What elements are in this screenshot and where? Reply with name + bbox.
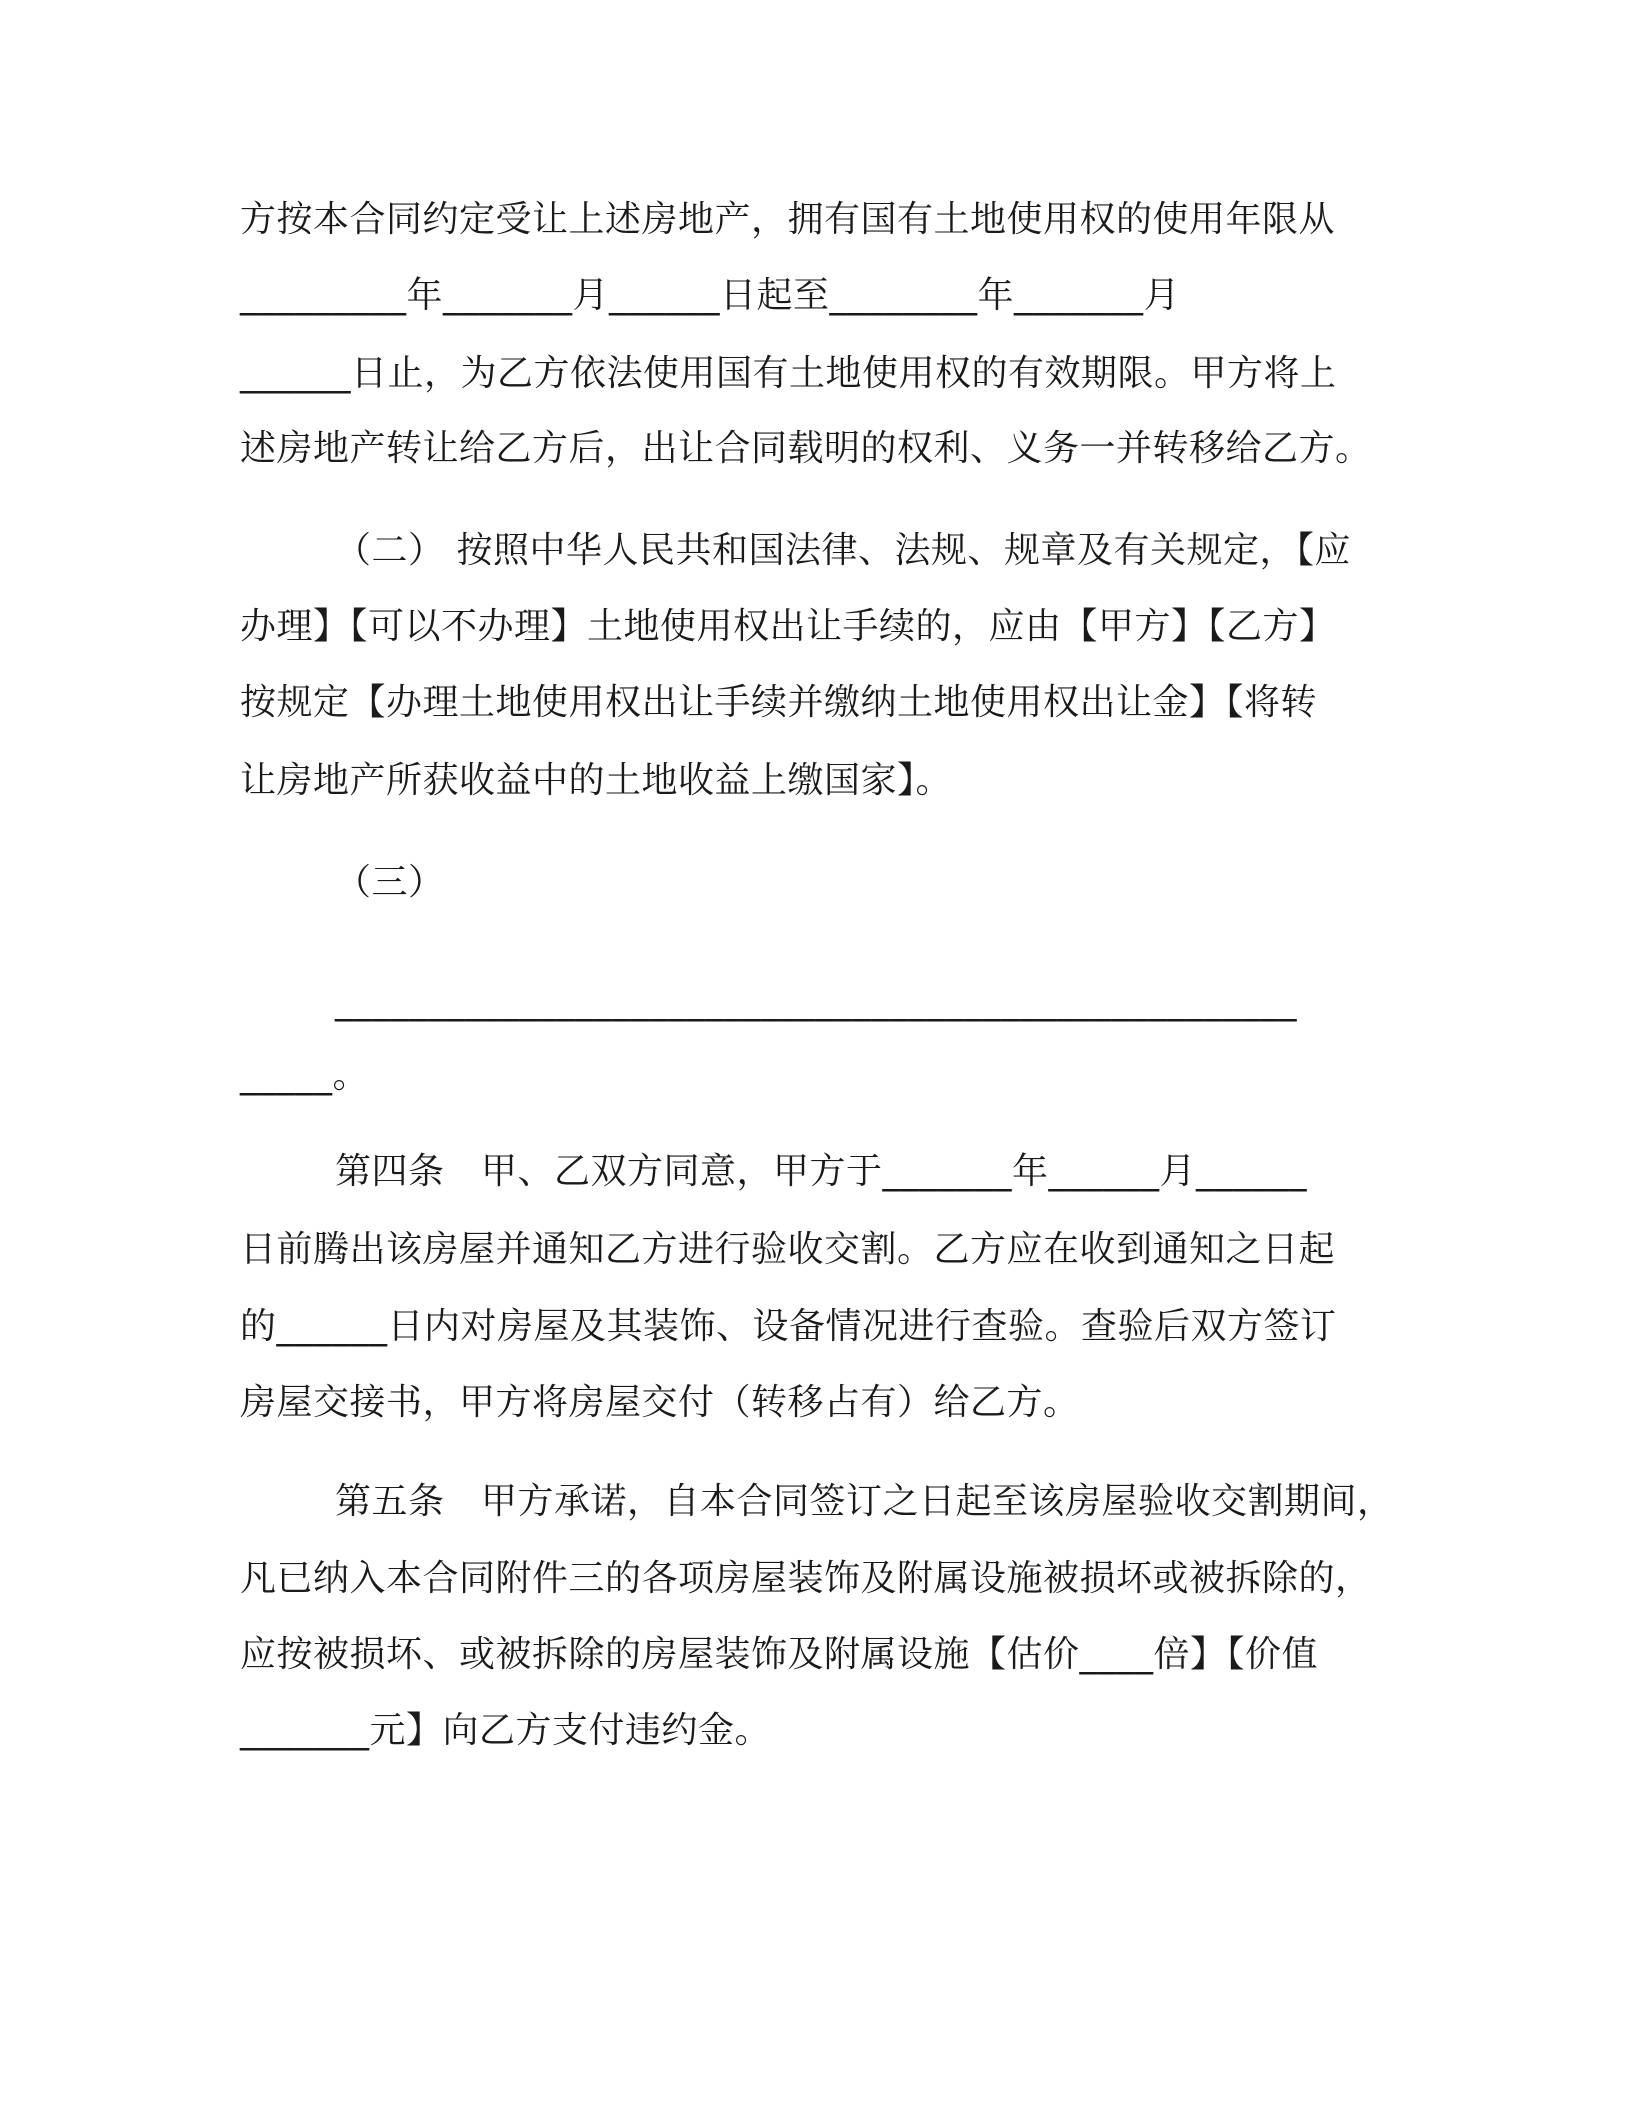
clause-two-line: （二） 按照中华人民共和国法律、法规、规章及有关规定，【应: [335, 530, 1351, 571]
paragraph-line: 述房地产转让给乙方后，出让合同载明的权利、义务一并转移给乙方。: [240, 428, 1372, 469]
paragraph-line: 让房地产所获收益中的土地收益上缴国家】。: [240, 760, 953, 801]
paragraph-line: 房屋交接书，甲方将房屋交付（转移占有）给乙方。: [240, 1382, 1080, 1423]
article-five-line: 第五条 甲方承诺，自本合同签订之日起至该房屋验收交割期间，: [335, 1481, 1394, 1522]
paragraph-line: 的______日内对房屋及其装饰、设备情况进行查验。查验后双方签订: [240, 1306, 1337, 1347]
paragraph-line: 办理】【可以不办理】土地使用权出让手续的，应由【甲方】【乙方】: [240, 606, 1336, 647]
paragraph-line: 应按被损坏、或被拆除的房屋装饰及附属设施【估价____倍】【价值: [240, 1634, 1319, 1675]
blank-fill-line-end: _____。: [240, 1055, 370, 1096]
paragraph-line: 按规定【办理土地使用权出让手续并缴纳土地使用权出让金】【将转: [240, 682, 1318, 723]
clause-three-heading: （三）: [335, 862, 445, 903]
paragraph-line: 凡已纳入本合同附件三的各项房屋装饰及附属设施被损坏或被拆除的，: [240, 1558, 1372, 1599]
paragraph-line: 方按本合同约定受让上述房地产，拥有国有土地使用权的使用年限从: [240, 199, 1336, 240]
paragraph-line: _______元】向乙方支付违约金。: [240, 1710, 772, 1751]
paragraph-line: 日前腾出该房屋并通知乙方进行验收交割。乙方应在收到通知之日起: [240, 1229, 1336, 1270]
paragraph-line: _________年_______月______日起至________年_______月: [240, 275, 1181, 316]
article-four-line: 第四条 甲、乙双方同意，甲方于_______年______月______: [335, 1151, 1308, 1192]
blank-fill-line: ____________________________________________________: [335, 981, 1297, 1022]
paragraph-line: ______日止，为乙方依法使用国有土地使用权的有效期限。甲方将上: [240, 353, 1337, 394]
